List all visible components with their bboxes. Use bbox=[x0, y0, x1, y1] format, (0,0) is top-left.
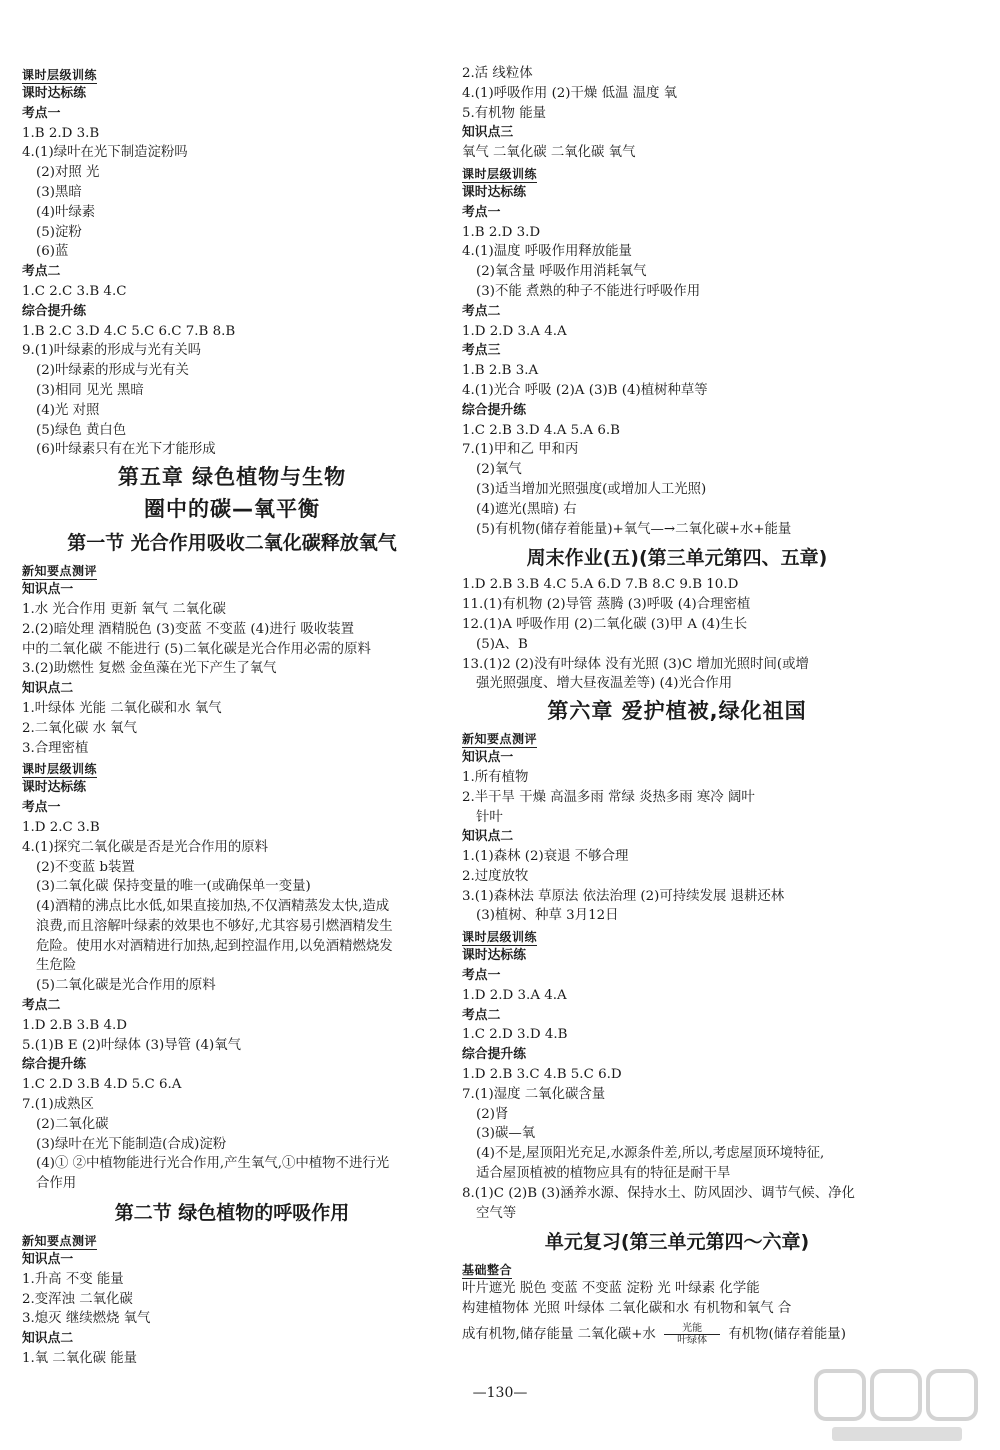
answer-line: 1.叶绿体 光能 二氧化碳和水 氧气 bbox=[22, 700, 222, 716]
answer-line: 12.(1)A 呼吸作用 (2)二氧化碳 (3)甲 A (4)生长 bbox=[462, 616, 748, 632]
answer-line: 1.D 2.B 3.B 4.D bbox=[22, 1017, 128, 1033]
answer-line: 1.C 2.D 3.D 4.B bbox=[462, 1027, 568, 1043]
section-tag: 课时层级训练 bbox=[462, 166, 538, 181]
section-tag-row bbox=[22, 1230, 442, 1250]
answer-line-indented: (5)有机物(储存着能量)+氧气—→二氧化碳+水+能量 bbox=[476, 521, 792, 537]
answer-line: 4.(1)光合 呼吸 (2)A (3)B (4)植树种草等 bbox=[462, 382, 708, 398]
subsection-heading: 知识点三 bbox=[462, 125, 514, 141]
answer-line: 1.氧 二氧化碳 能量 bbox=[22, 1351, 138, 1367]
answer-line: 5.(1)B E (2)叶绿体 (3)导管 (4)氧气 bbox=[22, 1037, 242, 1053]
answer-line-indented: (3)碳—氧 bbox=[476, 1126, 536, 1142]
answer-line-indented: (4)① ②中植物能进行光合作用,产生氧气,①中植物不进行光 bbox=[36, 1156, 390, 1172]
answer-line-indented: 浪费,而且溶解叶绿素的效果也不够好,尤其容易引燃酒精发生 bbox=[36, 918, 393, 934]
subsection-heading: 综合提升练 bbox=[462, 402, 526, 418]
subsection-heading: 课时达标练 bbox=[462, 184, 526, 200]
answer-line-indented: (4)遮光(黑暗) 右 bbox=[476, 501, 577, 517]
chapter-title: 圈中的碳—氧平衡 bbox=[144, 497, 320, 522]
answer-line-indented: (5)绿色 黄白色 bbox=[36, 422, 127, 438]
answer-line-indented: (5)二氧化碳是光合作用的原料 bbox=[36, 978, 216, 994]
section-tag-row bbox=[22, 64, 442, 84]
page-number: —130— bbox=[472, 1385, 528, 1401]
section-tag: 课时层级训练 bbox=[462, 930, 538, 945]
section-title: 周末作业(五)(第三单元第四、五章) bbox=[526, 547, 828, 570]
answer-line: 4.(1)探究二氧化碳是否是光合作用的原料 bbox=[22, 839, 268, 855]
answer-line: 1.水 光合作用 更新 氧气 二氧化碳 bbox=[22, 601, 226, 617]
subsection-heading: 考点三 bbox=[462, 343, 501, 359]
subsection-heading: 知识点二 bbox=[462, 829, 514, 845]
answer-line: 8.(1)C (2)B (3)涵养水源、保持水土、防风固沙、调节气候、净化 bbox=[462, 1185, 855, 1201]
answer-line-indented: 合作用 bbox=[36, 1176, 77, 1192]
answer-line-indented: (3)不能 煮熟的种子不能进行呼吸作用 bbox=[476, 283, 701, 299]
watermark-logo bbox=[812, 1365, 982, 1445]
answer-line: 1.D 2.D 3.A 4.A bbox=[462, 323, 567, 339]
answer-line-indented: (2)叶绿素的形成与光有关 bbox=[36, 363, 189, 379]
answer-line: 1.C 2.D 3.B 4.D 5.C 6.A bbox=[22, 1077, 182, 1093]
subsection-heading: 综合提升练 bbox=[22, 303, 86, 319]
subsection-heading: 考点二 bbox=[462, 1007, 501, 1023]
subsection-heading: 课时达标练 bbox=[22, 86, 86, 101]
answer-line: 2.半干旱 干燥 高温多雨 常绿 炎热多雨 寒冷 阔叶 bbox=[462, 789, 755, 805]
answer-line: 叶片遮光 脱色 变蓝 不变蓝 淀粉 光 叶绿素 化学能 bbox=[462, 1281, 760, 1297]
answer-line: 2.过度放牧 bbox=[462, 868, 529, 884]
subsection-heading: 知识点一 bbox=[22, 582, 74, 598]
subsection-heading: 考点二 bbox=[462, 303, 501, 319]
section-title: 第二节 绿色植物的呼吸作用 bbox=[114, 1202, 350, 1225]
answer-line: 1.C 2.B 3.D 4.A 5.A 6.B bbox=[462, 422, 620, 438]
right-column bbox=[462, 64, 892, 1346]
answer-line-indented: (5)淀粉 bbox=[36, 224, 82, 240]
subsection-heading: 综合提升练 bbox=[22, 1057, 86, 1073]
answer-line-indented: (2)二氧化碳 bbox=[36, 1116, 109, 1132]
section-tag-row bbox=[462, 926, 892, 946]
subsection-heading: 考点一 bbox=[462, 968, 501, 984]
subsection-heading: 知识点一 bbox=[22, 1252, 74, 1268]
answer-line: 1.(1)森林 (2)衰退 不够合理 bbox=[462, 849, 629, 865]
answer-line: 2.(2)暗处理 酒精脱色 (3)变蓝 不变蓝 (4)进行 吸收装置 bbox=[22, 621, 354, 637]
section-tag: 基础整合 bbox=[462, 1263, 513, 1278]
answer-line-indented: (4)叶绿素 bbox=[36, 204, 96, 220]
answer-line: 3.熄灭 继续燃烧 氧气 bbox=[22, 1311, 151, 1327]
answer-line: 1.B 2.C 3.D 4.C 5.C 6.C 7.B 8.B bbox=[22, 323, 236, 339]
answer-line: 4.(1)绿叶在光下制造淀粉吗 bbox=[22, 145, 188, 161]
answer-line-indented: (3)相同 见光 黑暗 bbox=[36, 382, 144, 398]
answer-line: 1.B 2.D 3.D bbox=[462, 224, 541, 240]
answer-line: 7.(1)甲和乙 甲和丙 bbox=[462, 442, 579, 458]
section-title: 单元复习(第三单元第四～六章) bbox=[544, 1231, 810, 1254]
section-tag: 课时层级训练 bbox=[22, 762, 98, 777]
answer-line: 中的二氧化碳 不能进行 (5)二氧化碳是光合作用必需的原料 bbox=[22, 641, 371, 657]
subsection-heading: 考点二 bbox=[22, 264, 61, 280]
answer-line-indented: (3)绿叶在光下能制造(合成)淀粉 bbox=[36, 1136, 227, 1152]
answer-line: 7.(1)湿度 二氧化碳含量 bbox=[462, 1086, 606, 1102]
answer-line: 3.(1)森林法 草原法 依法治理 (2)可持续发展 退耕还林 bbox=[462, 888, 785, 904]
equation-condition-above: 光能 bbox=[682, 1323, 703, 1335]
answer-line: 9.(1)叶绿素的形成与光有关吗 bbox=[22, 343, 202, 359]
answer-line-indented: 强光照强度、增大昼夜温差等) (4)光合作用 bbox=[476, 676, 733, 692]
answer-line: 1.D 2.B 3.B 4.C 5.A 6.D 7.B 8.C 9.B 10.D bbox=[462, 577, 739, 593]
answer-line-indented: 空气等 bbox=[476, 1205, 517, 1221]
answer-line: 7.(1)成熟区 bbox=[22, 1097, 94, 1113]
section-tag-row bbox=[462, 728, 892, 748]
subsection-heading: 综合提升练 bbox=[462, 1047, 526, 1063]
subsection-heading: 考点一 bbox=[462, 204, 501, 220]
answer-line: 3.合理密植 bbox=[22, 740, 89, 756]
answer-line-indented: (5)A、B bbox=[476, 636, 528, 652]
answer-line-indented: 适合屋顶植被的植物应具有的特征是耐干旱 bbox=[476, 1166, 731, 1182]
answer-line-indented: (4)酒精的沸点比水低,如果直接加热,不仅酒精蒸发太快,造成 bbox=[36, 899, 390, 915]
answer-line: 4.(1)温度 呼吸作用释放能量 bbox=[462, 244, 632, 260]
subsection-heading: 知识点二 bbox=[22, 1331, 74, 1347]
equation-arrow bbox=[660, 1323, 724, 1346]
answer-line-indented: 针叶 bbox=[476, 809, 503, 825]
answer-line-indented: (2)对照 光 bbox=[36, 165, 100, 181]
section-tag: 新知要点测评 bbox=[462, 732, 538, 747]
chapter-title: 第五章 绿色植物与生物 bbox=[117, 465, 347, 490]
equation-condition-below: 叶绿体 bbox=[677, 1335, 708, 1347]
answer-line: 1.D 2.B 3.C 4.B 5.C 6.D bbox=[462, 1067, 622, 1083]
answer-line-indented: (4)不是,屋顶阳光充足,水源条件差,所以,考虑屋顶环境特征, bbox=[476, 1146, 825, 1162]
answer-line-indented: (3)黑暗 bbox=[36, 184, 82, 200]
answer-line-indented: (3)二氧化碳 保持变量的唯一(或确保单一变量) bbox=[36, 879, 311, 895]
answer-line-indented: (4)光 对照 bbox=[36, 402, 100, 418]
answer-line: 1.升高 不变 能量 bbox=[22, 1271, 124, 1287]
answer-line: 2.二氧化碳 水 氧气 bbox=[22, 720, 138, 736]
answer-line-indented: (3)适当增加光照强度(或增加人工光照) bbox=[476, 481, 707, 497]
section-tag: 课时层级训练 bbox=[22, 68, 98, 82]
answer-line: 1.C 2.C 3.B 4.C bbox=[22, 283, 127, 299]
answer-line-indented: (6)蓝 bbox=[36, 244, 69, 260]
subsection-heading: 考点二 bbox=[22, 998, 61, 1014]
chapter-title: 第六章 爱护植被,绿化祖国 bbox=[547, 699, 807, 724]
equation-suffix: 有机物(储存着能量) bbox=[728, 1327, 846, 1343]
section-title: 第一节 光合作用吸收二氧化碳释放氧气 bbox=[67, 532, 397, 555]
answer-line: 1.B 2.B 3.A bbox=[462, 363, 539, 379]
answer-line: 5.有机物 能量 bbox=[462, 105, 546, 121]
photosynthesis-equation bbox=[462, 1323, 892, 1346]
section-tag: 新知要点测评 bbox=[22, 1234, 98, 1249]
answer-line: 11.(1)有机物 (2)导管 蒸腾 (3)呼吸 (4)合理密植 bbox=[462, 597, 751, 613]
answer-line: 3.(2)助燃性 复燃 金鱼藻在光下产生了氧气 bbox=[22, 661, 277, 677]
subsection-heading: 考点一 bbox=[22, 800, 61, 816]
answer-line: 构建植物体 光照 叶绿体 二氧化碳和水 有机物和氧气 合 bbox=[462, 1301, 792, 1317]
equation-prefix: 成有机物,储存能量 二氧化碳+水 bbox=[462, 1327, 656, 1343]
section-tag: 新知要点测评 bbox=[22, 564, 98, 579]
answer-line-indented: (2)不变蓝 b装置 bbox=[36, 859, 135, 875]
answer-line: 2.活 线粒体 bbox=[462, 66, 533, 81]
answer-line: 4.(1)呼吸作用 (2)干燥 低温 温度 氧 bbox=[462, 85, 678, 101]
answer-line-indented: (2)氧气 bbox=[476, 462, 522, 478]
answer-line-indented: (2)肾 bbox=[476, 1106, 509, 1122]
answer-line: 2.变浑浊 二氧化碳 bbox=[22, 1291, 133, 1307]
answer-line: 氧气 二氧化碳 二氧化碳 氧气 bbox=[462, 145, 636, 161]
subsection-heading: 课时达标练 bbox=[462, 948, 526, 964]
answer-line: 1.D 2.D 3.A 4.A bbox=[462, 987, 567, 1003]
answer-line-indented: 生危险 bbox=[36, 958, 77, 974]
section-tag-row bbox=[462, 1259, 892, 1279]
answer-line-indented: (2)氧含量 呼吸作用消耗氧气 bbox=[476, 264, 647, 280]
answer-line: 1.D 2.C 3.B bbox=[22, 819, 100, 835]
subsection-heading: 知识点一 bbox=[462, 750, 514, 766]
answer-line-indented: (3)植树、种草 3月12日 bbox=[476, 908, 619, 924]
left-column bbox=[22, 64, 442, 1369]
subsection-heading: 知识点二 bbox=[22, 681, 74, 697]
subsection-heading: 考点一 bbox=[22, 105, 61, 121]
answer-line: 13.(1)2 (2)没有叶绿体 没有光照 (3)C 增加光照时间(或增 bbox=[462, 656, 809, 672]
section-tag-row bbox=[22, 560, 442, 580]
answer-line: 1.B 2.D 3.B bbox=[22, 125, 100, 141]
answer-line-indented: (6)叶绿素只有在光下才能形成 bbox=[36, 442, 216, 458]
subsection-heading: 课时达标练 bbox=[22, 780, 86, 796]
section-tag-row bbox=[462, 163, 892, 183]
section-tag-row bbox=[22, 758, 442, 778]
answer-line: 1.所有植物 bbox=[462, 769, 529, 785]
answer-line-indented: 危险。使用水对酒精进行加热,起到控温作用,以免酒精燃烧发 bbox=[36, 938, 393, 954]
